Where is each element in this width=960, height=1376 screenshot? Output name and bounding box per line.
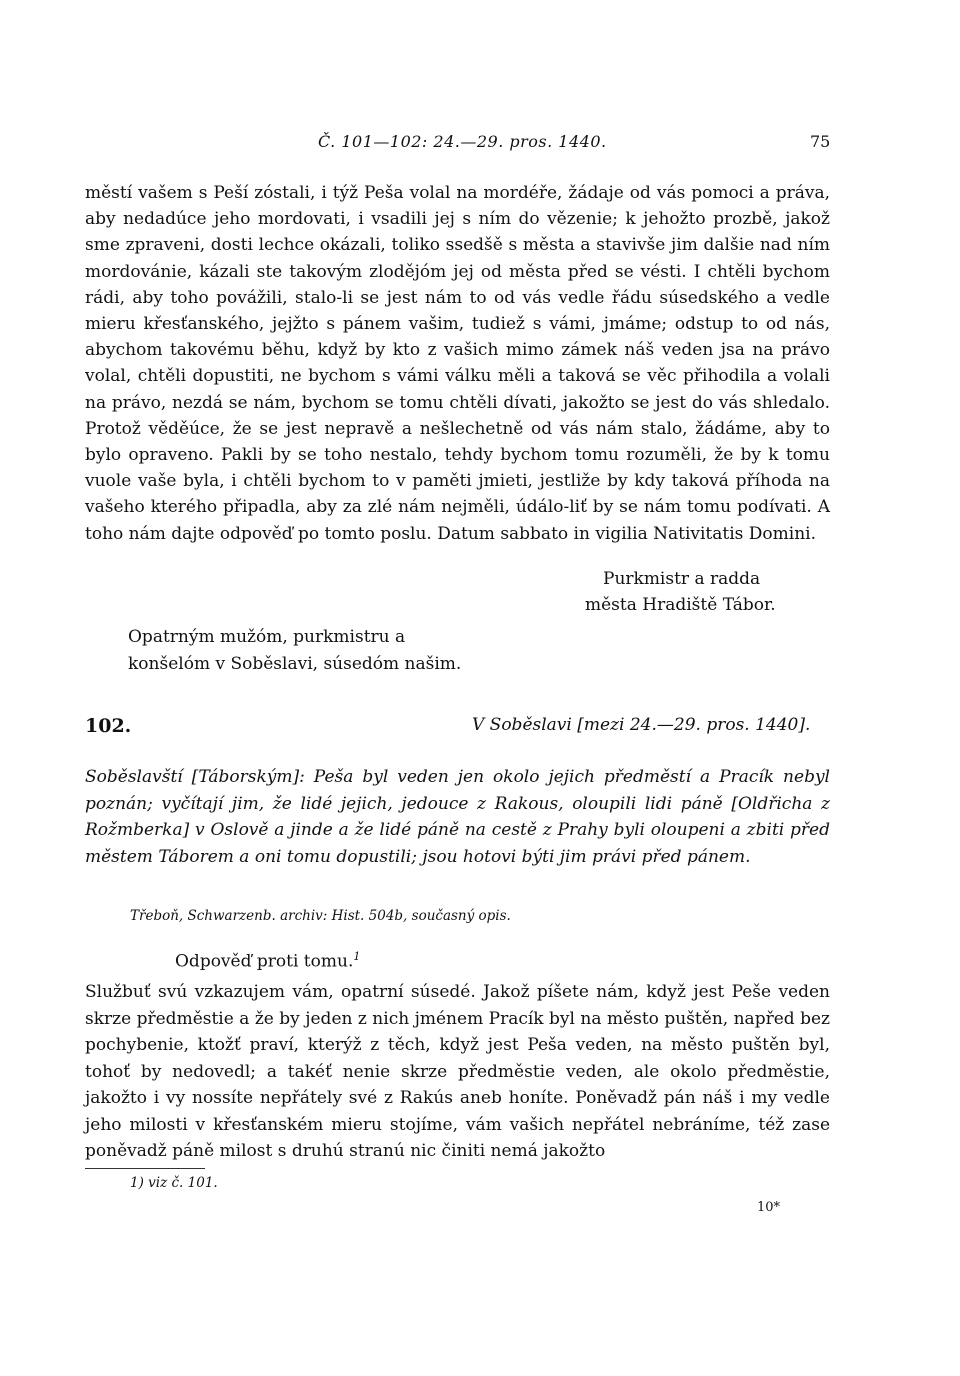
doc102-place-date: V Soběslavi [mezi 24.—29. pros. 1440]. [472,715,811,735]
doc102-source: Třeboň, Schwarzenb. archiv: Hist. 504b, současný opis. [130,908,511,924]
running-head-title: Č. 101—102: 24.—29. pros. 1440. [318,132,607,151]
doc102-number: 102. [85,715,132,737]
doc102-regest: Soběslavští [Táborským]: Peša byl veden jen okolo jejich předměstí a Pracík nebyl poznán; vyčítají jim, že lidé jejich, jedouce z Rakous, oloupili lidi páně [Oldřicha z Rožmberka] v Oslově a jinde a že lidé páně na cestě z Prahy byli oloupeni a zbiti před městem Táborem a oni tomu dopustili; jsou hotovi býti jim právi před pánem. [85,767,830,867]
address-line-2: konšelóm v Soběslavi, súsedóm našim. [128,654,462,674]
salutation-text: Odpověď proti tomu. [175,951,354,972]
page-number: 75 [810,132,831,151]
doc102-letter-text [85,979,830,1165]
doc101-address [128,624,461,678]
footnote-reference: 1 [353,950,361,963]
footnote: 1) viz č. 101. [130,1175,218,1191]
address-line-1: Opatrným mužóm, purkmistru a [128,627,406,647]
signature-line-1: Purkmistr a radda [603,569,761,589]
doc101-paragraph: městí vašem s Peší zóstali, i týž Peša volal na mordéře, žádaje od vás pomoci a práva, aby nedadúce jeho mordovati, i vsadili jej s ním do vězenie; k jehožto prozbě, jakož sme zpraveni, dosti lechce okázali, toliko ssedšě s města a stavivše jim dalšie nad ním mordovánie, kázali ste takovým zlodějóm jej od města před se vésti. I chtěli bychom rádi, aby toho povážili, stalo-li se jest nám to od vás vedle řádu súsedského a vedle mieru křesťanského, jejžto s pánem vašim, tudiež s vámi, jmáme; odstup to od nás, abychom takovému běhu, když by kto z vašich mimo zámek náš veden jsa na právo volal, chtěli dopustiti, ne bychom s vámi válku měli a taková se věc přihodila a volali na právo, nezdá se nám, bychom se tomu chtěli dívati, jakožto se jest do vás shledalo. Protož věděúce, že se jest nepravě a nešlechetně od vás nám stalo, žádáme, aby to bylo opraveno. Pakli by se toho nestalo, tehdy bychom tomu rozuměli, že by k tomu vuole vaše byla, i chtěli bychom to v paměti jmieti, jestliže by kdy taková příhoda na vašeho kterého připadla, aby za zlé nám nejměli, údálo-liť by se nám tomu podívati. A toho nám dajte odpověď po tomto poslu. Datum sabbato in vigilia Nativitatis Domini. [85,183,830,544]
printer-signature-mark: 10* [757,1200,781,1215]
footnote-divider [85,1168,205,1169]
running-head [0,132,960,158]
doc102-paragraph: Službuť svú vzkazujem vám, opatrní súsedé. Jakož píšete nám, když jest Peše veden skrze předměstie a že by jeden z nich jménem Pracík byl na město puštěn, napřed bez pochybenie, ktožť praví, kterýž z těch, když jest Peša veden, na město puštěn byl, tohoť by nedovedl; a takéť nenie skrze předměstie veden, ale okolo předměstie, jakožto i vy nossíte nepřátely své z Rakús aneb honíte. Poněvadž pán náš i my vedle jeho milosti v křesťanském mieru stojíme, vám vašich nepřátel nebráníme, též zase poněvadž páně milost s druhú stranú nic činiti nemá jakožto [85,982,830,1161]
signature-line-2: města Hradiště Tábor. [585,595,776,615]
doc101-signature [585,566,776,618]
doc102-salutation [175,950,360,972]
doc101-body-text [85,180,830,547]
